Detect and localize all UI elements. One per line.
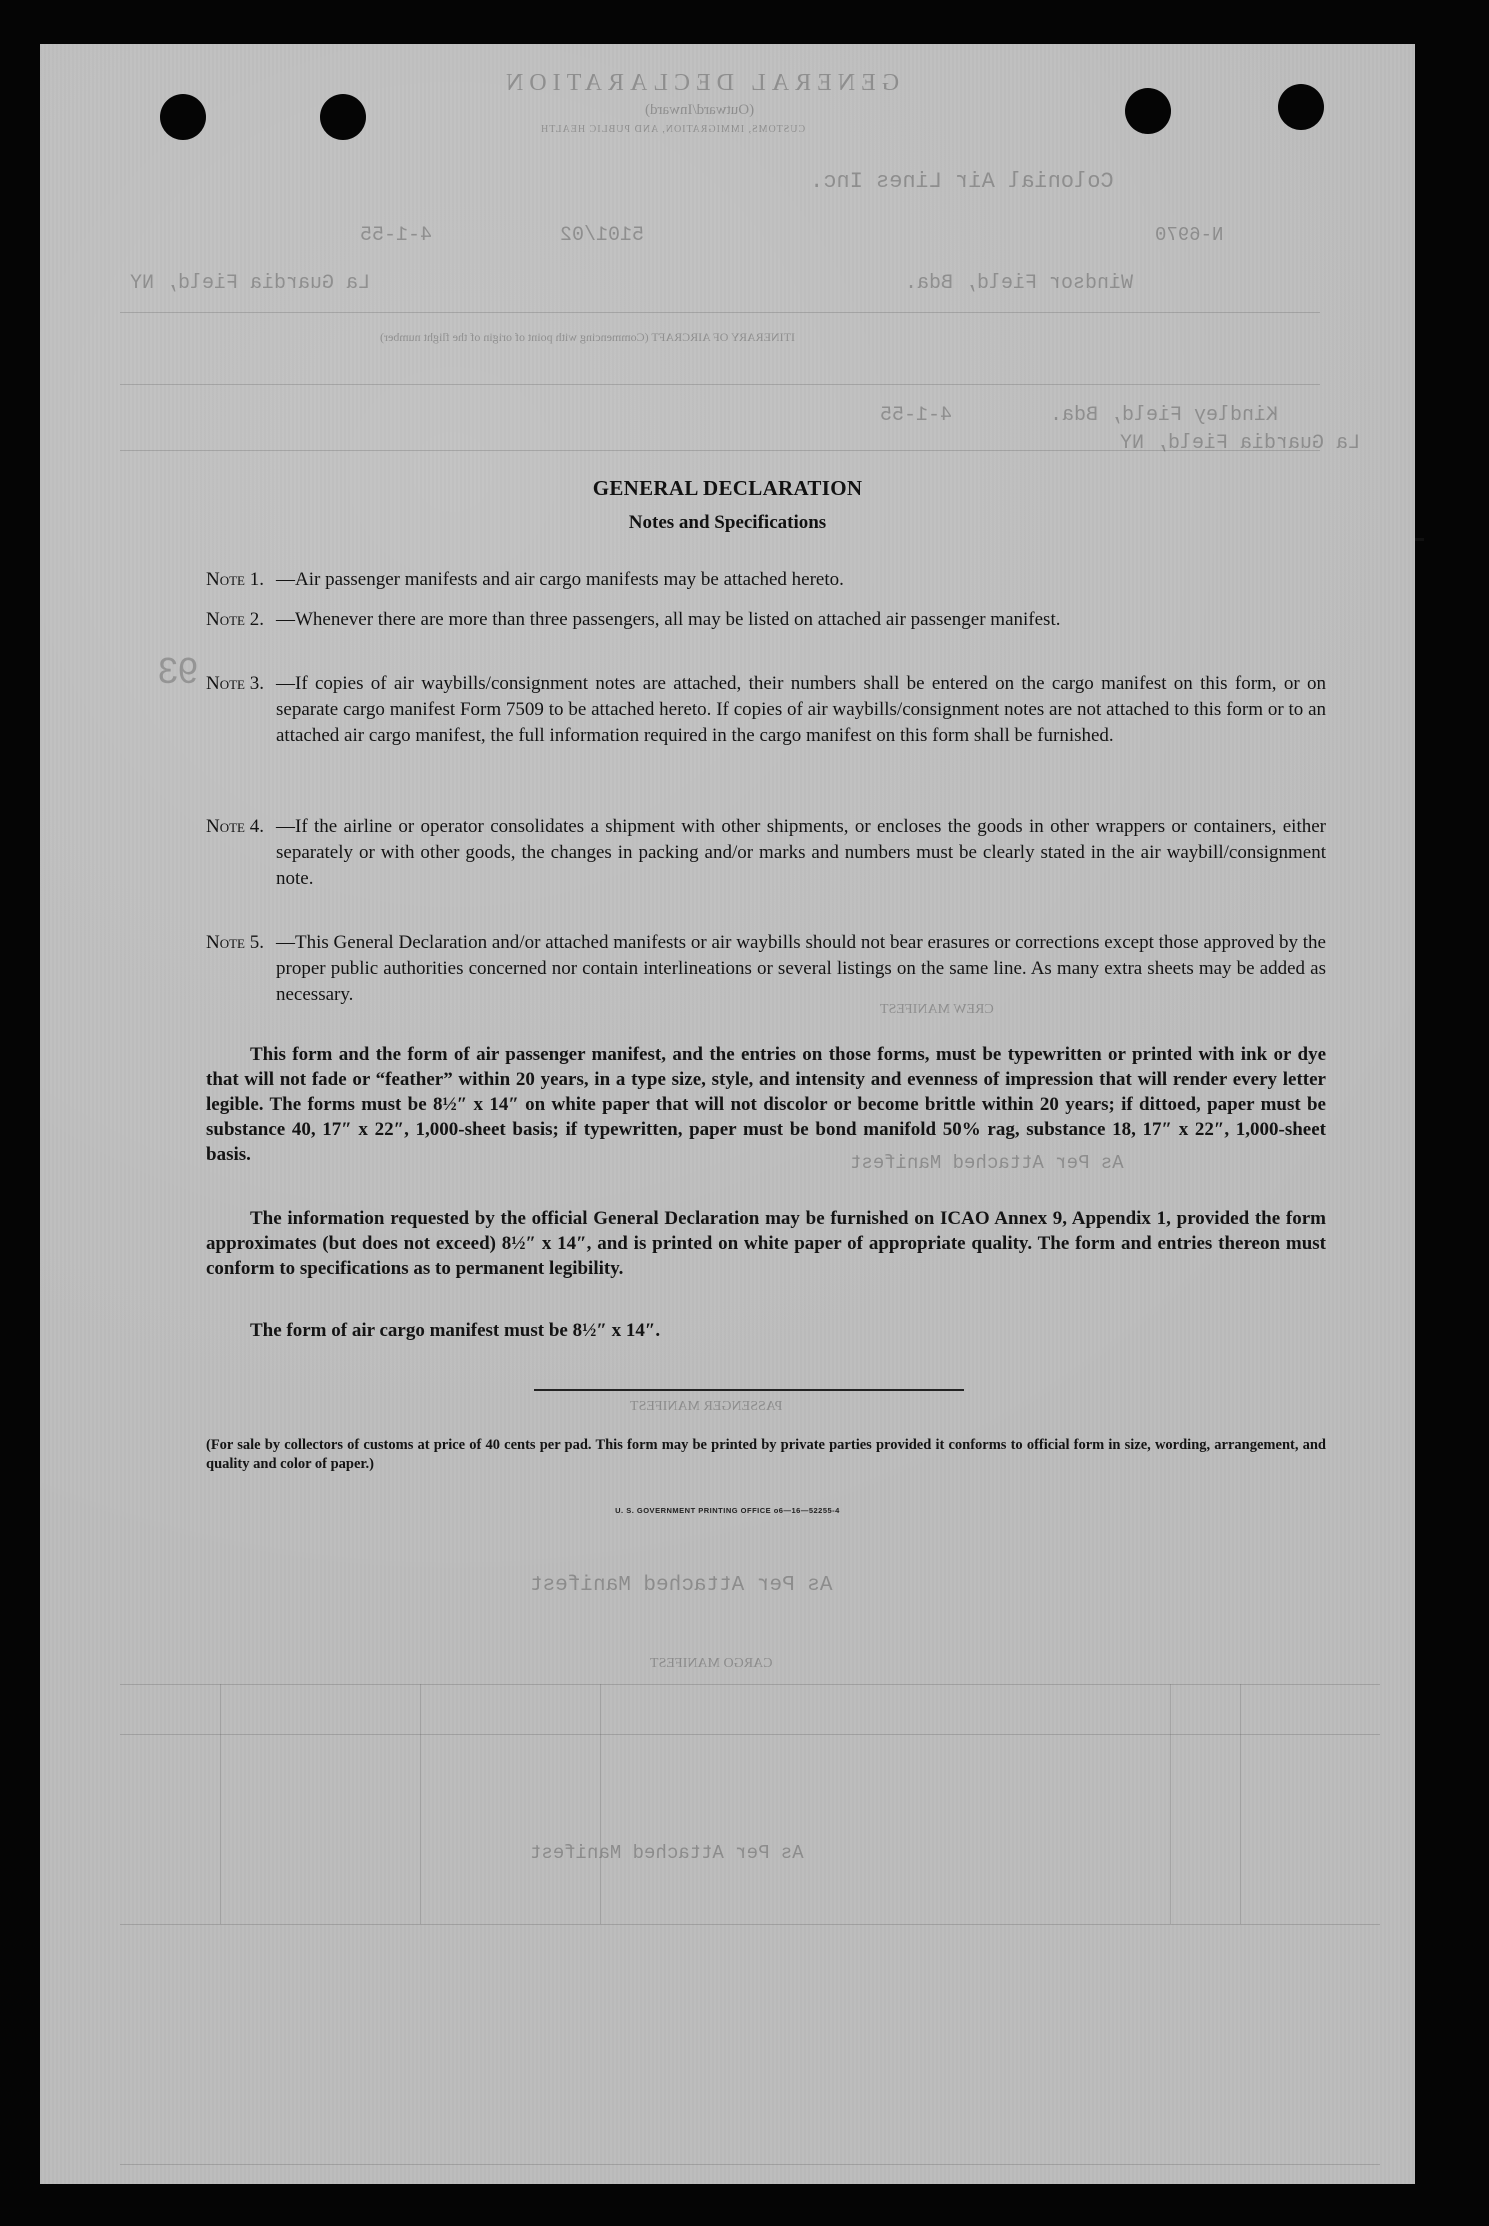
note-3 [206, 671, 1326, 749]
ghost-crew-attached: As Per Attached Manifest [850, 1152, 1124, 1174]
note-text: —Whenever there are more than three passengers, all may be listed on attached air passenger manifest. [276, 609, 1061, 630]
ghost-rule [120, 384, 1320, 385]
punch-hole-right [1125, 88, 1171, 134]
note-text: —If copies of air waybills/consignment notes are attached, their numbers shall be entered on the cargo manifest on this form, or on separate cargo manifest Form 7509 to be attached hereto. If copies of air waybills/consignment notes are not attached to this form or to an attached air cargo manifest, the full information required in the cargo manifest on this form shall be furnished. [276, 673, 1326, 746]
ghost-title: GENERAL DECLARATION [500, 70, 900, 96]
ghost-owner: Colonial Air Lines Inc. [810, 169, 1114, 194]
note-2 [206, 607, 1326, 633]
ghost-rule [120, 312, 1320, 313]
paragraph-form-requirements: This form and the form of air passenger manifest, and the entries on those forms, must be typewritten or printed with ink or dye that will not fade or “feather” within 20 years, in a type size, style, and intensity and evenness of impression that will render every letter legible. The forms must be 8½″ x 14″ on white paper that will not discolor or become brittle within 20 years; if dittoed, paper must be substance 40, 17″ x 22″, 1,000-sheet basis; if typewritten, paper must be bond manifold 50% rag, substance 18, 17″ x 22″, 1,000-sheet basis. [206, 1044, 1326, 1165]
ghost-cargo-attached: As Per Attached Manifest [530, 1842, 804, 1864]
ghost-rule [120, 450, 1320, 451]
ghost-cargo-header: CARGO MANIFEST [650, 1656, 773, 1671]
ghost-stamp-number: 93 [158, 650, 199, 691]
ghost-column [1170, 1684, 1171, 1924]
ghost-rule [120, 1684, 1380, 1685]
ghost-route-2: La Guardia Field, NY [1120, 432, 1361, 455]
ghost-flight: 5101/02 [560, 224, 645, 247]
note-label: Note 5. [206, 932, 264, 953]
punch-hole-left-2 [320, 94, 366, 140]
punch-hole-right-2 [1278, 84, 1324, 130]
ghost-column [600, 1684, 601, 1924]
ghost-route-header: ITINERARY OF AIRCRAFT (Commencing with point of origin of the flight number) [380, 330, 795, 344]
printing-office-line: U. S. GOVERNMENT PRINTING OFFICE o6—16—52255-4 [615, 1506, 840, 1515]
note-4 [206, 814, 1326, 892]
divider [534, 1389, 964, 1391]
note-text: —This General Declaration and/or attached manifests or air waybills should not bear erasures or corrections except those approved by the proper public authorities concerned nor contain interlineations or several listings on the same line. As many extra sheets may be added as necessary. [276, 932, 1326, 1005]
ghost-date: 4-1-55 [360, 224, 433, 247]
ghost-column [1240, 1684, 1241, 1924]
ghost-column [220, 1684, 221, 1924]
note-text: —Air passenger manifests and air cargo manifests may be attached hereto. [276, 569, 844, 590]
note-text: —If the airline or operator consolidates a shipment with other shipments, or encloses the goods in other wrappers or containers, either separately or with other goods, the changes in packing and/or marks and numbers must be clearly stated in the air waybill/consignment note. [276, 816, 1326, 889]
ghost-rule [120, 2164, 1380, 2165]
sale-notice: (For sale by collectors of customs at price of 40 cents per pad. This form may be printed by private parties provided it conforms to official form in size, wording, arrangement, and quality and color of paper.) [206, 1437, 1326, 1472]
ghost-subtitle: (Outward/Inward) [645, 102, 755, 118]
ghost-departure: Windsor Field, Bda. [905, 272, 1134, 295]
note-label: Note 2. [206, 609, 264, 630]
paragraph-icao: The information requested by the official General Declaration may be furnished on ICAO Annex 9, Appendix 1, provided the form approximates (but does not exceed) 8½″ x 14″, and is printed on white paper of appropriate quality. The form and entries thereon must conform to specifications as to permanent legibility. [206, 1208, 1326, 1279]
paragraph-cargo-size: The form of air cargo manifest must be 8½″ x 14″. [250, 1320, 661, 1341]
ghost-passenger-attached: As Per Attached Manifest [530, 1574, 833, 1597]
ghost-route-1: Kindley Field, Bda. [1050, 404, 1279, 427]
note-1 [206, 567, 1326, 593]
scan-edge-mark [1415, 538, 1424, 541]
note-5 [206, 930, 1326, 1008]
note-label: Note 4. [206, 816, 264, 837]
ghost-route-date: 4-1-55 [880, 404, 953, 427]
ghost-crew-header: CREW MANIFEST [880, 1002, 994, 1017]
page-subtitle: Notes and Specifications [628, 512, 827, 533]
ghost-passenger-header: PASSENGER MANIFEST [630, 1399, 783, 1414]
note-label: Note 3. [206, 673, 264, 694]
document-page [40, 44, 1415, 2184]
ghost-subtitle-2: CUSTOMS, IMMIGRATION, AND PUBLIC HEALTH [540, 124, 806, 135]
ghost-aircraft: N-6970 [1155, 224, 1224, 246]
note-label: Note 1. [206, 569, 264, 590]
page-title: GENERAL DECLARATION [592, 476, 863, 500]
punch-hole-left [160, 94, 206, 140]
ghost-rule [120, 1734, 1380, 1735]
ghost-column [420, 1684, 421, 1924]
ghost-rule [120, 1924, 1380, 1925]
ghost-arrival: La Guardia Field, NY [130, 272, 371, 295]
